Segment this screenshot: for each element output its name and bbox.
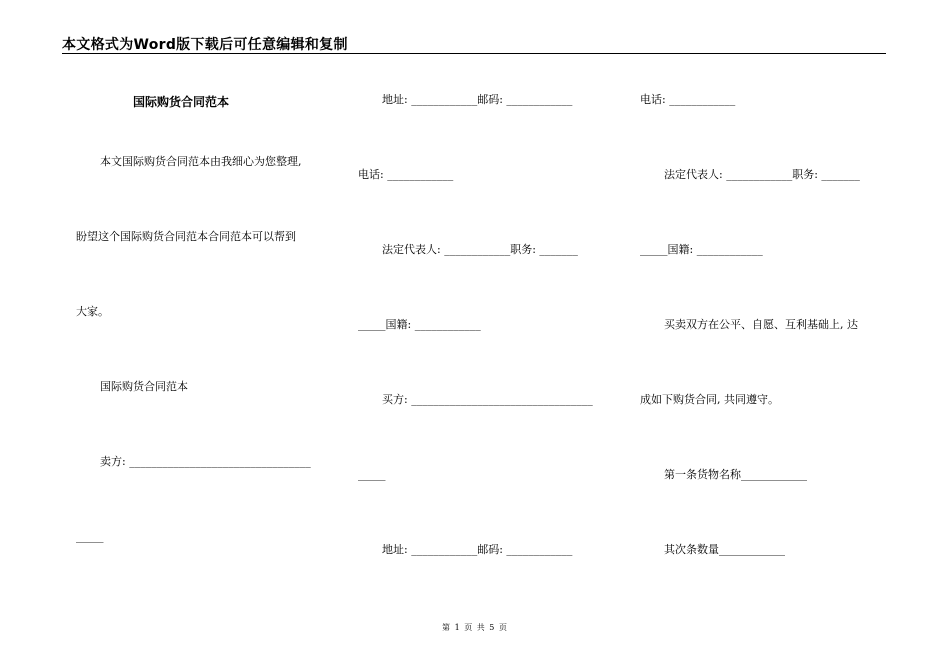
article-1-line: 第一条货物名称____________ [664, 468, 807, 481]
buyer-representative-line: 法定代表人: ____________职务: _______ [664, 168, 860, 181]
page-number: 第 1 页 共 5 页 [442, 623, 508, 632]
seller-address-line: 地址: ____________邮码: ____________ [382, 93, 573, 106]
doc-name: 国际购货合同范本 [100, 380, 188, 393]
agreement-line-2: 成如下购货合同, 共同遵守。 [640, 393, 779, 406]
buyer-nationality-line: _____国籍: ____________ [640, 243, 763, 256]
buyer-address-line: 地址: ____________邮码: ____________ [382, 543, 573, 556]
seller-line: 卖方: _________________________________ [100, 455, 311, 468]
buyer-blank-line: _____ [358, 468, 386, 481]
intro-line-3: 大家。 [76, 305, 109, 318]
blank-line: _____ [76, 530, 104, 543]
seller-phone-line: 电话: ____________ [358, 168, 454, 181]
header-text: 本文格式为Word版下载后可任意编辑和复制 [62, 37, 348, 53]
seller-nationality-line: _____国籍: ____________ [358, 318, 481, 331]
page-header [62, 33, 886, 54]
document-title: 国际购货合同范本 [133, 95, 230, 109]
intro-line-1: 本文国际购货合同范本由我细心为您整理, [100, 155, 302, 168]
buyer-phone-line: 电话: ____________ [640, 93, 736, 106]
intro-line-2: 盼望这个国际购货合同范本合同范本可以帮到 [76, 230, 296, 243]
buyer-line: 买方: _________________________________ [382, 393, 593, 406]
agreement-line-1: 买卖双方在公平、自愿、互利基础上, 达 [664, 318, 858, 331]
article-2-line: 其次条数量____________ [664, 543, 785, 556]
seller-representative-line: 法定代表人: ____________职务: _______ [382, 243, 578, 256]
